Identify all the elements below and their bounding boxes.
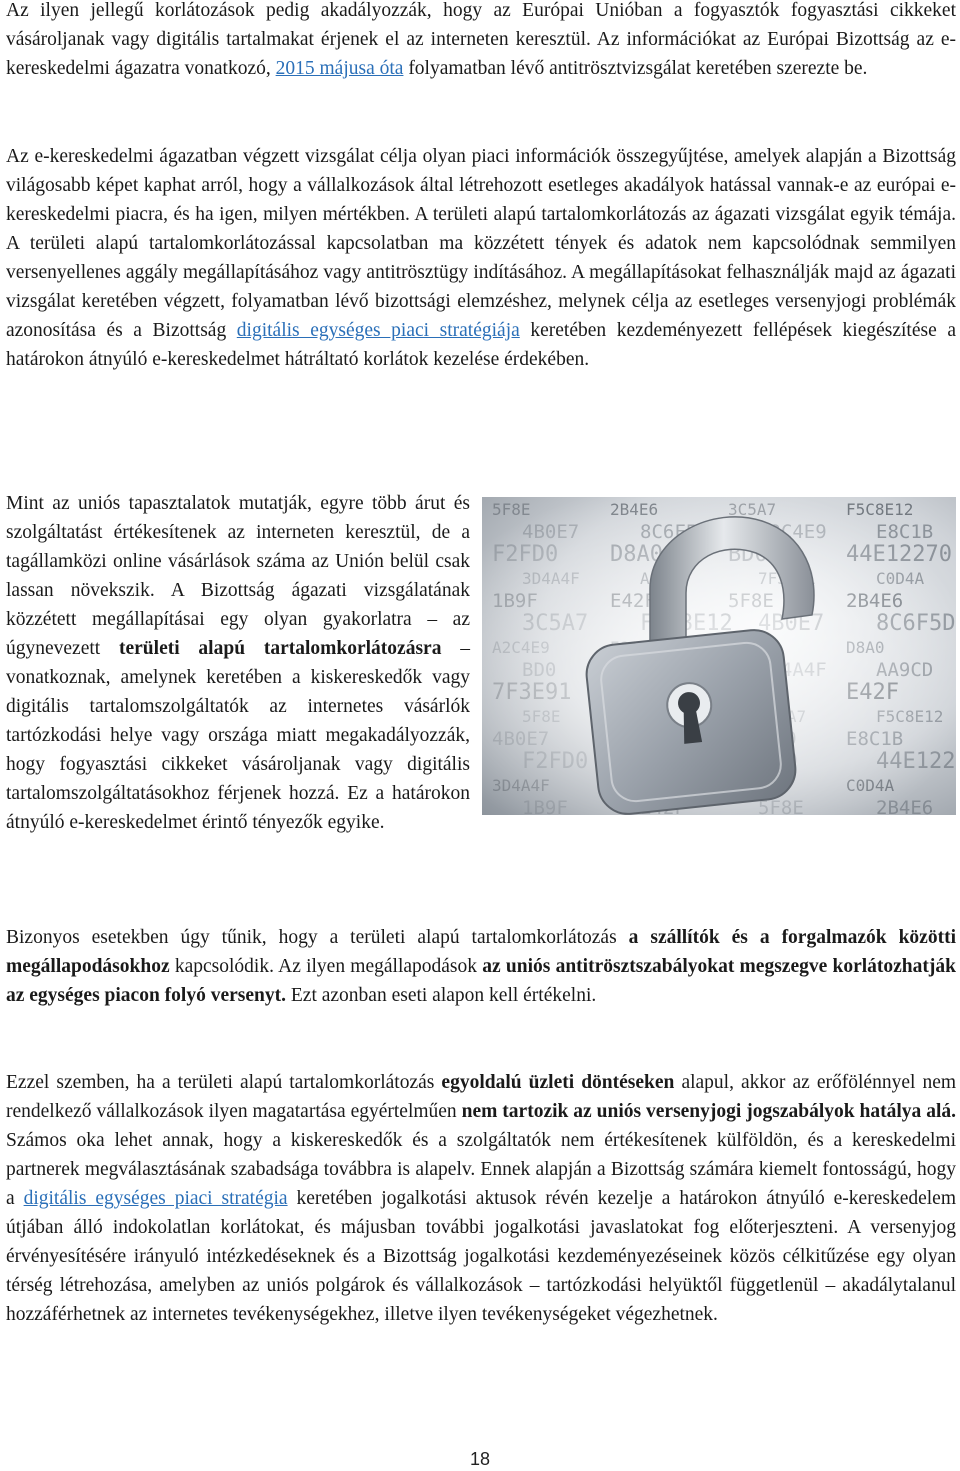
link-2015-majusa-ota[interactable]: 2015 májusa óta (275, 58, 404, 79)
paragraph-4-text-c: Ezt azonban eseti alapon kell értékelni. (286, 985, 597, 1006)
paragraph-5-bold-2: nem tartozik az uniós versenyjogi jogszabályok hatálya alá. (461, 1101, 957, 1122)
paragraph-3-bold: területi alapú tartalomkorlátozásra (119, 638, 442, 659)
paragraph-5-text-b: alapul, akkor az erőfölénnyel nem rendelkező vállalkozások ilyen magatartása egyértelműen (6, 1072, 957, 1122)
paragraph-4 (6, 923, 956, 1010)
page-number: 18 (469, 1449, 491, 1469)
paragraph-5-text-c: Számos oka lehet annak, hogy a kiskereskedők és a szolgáltatók nem értékesítenek külföldön, és a kereskedelmi partnerek megválasztásának szabadsága továbbra is alapelv. Ennek alapján a Bizottság számára kiemelt fontosságú, hogy a (6, 1130, 956, 1209)
paragraph-3-block (6, 489, 956, 837)
link-digitalis-egyseges-piaci-strategia[interactable]: digitális egységes piaci stratégia (23, 1188, 288, 1209)
paragraph-4-bold-1: a szállítók és a forgalmazók közötti megállapodásokhoz (6, 927, 956, 977)
paragraph-3-text-a: Mint az uniós tapasztalatok mutatják, egyre több árut és szolgáltatást értékesítenek az interneten keresztül, de a tagállamközi online vásárlások száma az Unión belül csak lassan növekszik. A Bizottság ágazati vizsgálatának közzétett megállapításai egy olyan gyakorlatra – az úgynevezett (6, 493, 470, 659)
paragraph-2-text-a: Az e-kereskedelmi ágazatban végzett vizsgálat célja olyan piaci információk összegyűjtése, amelyek alapján a Bizottság világosabb képet kaphat arról, hogy a vállalkozások által létrehozott esetleges akadályok hatással vannak-e az európai e-kereskedelmi piacra, és ha igen, milyen mértékben. A területi alapú tartalomkorlátozás az ágazati vizsgálat egyik témája. A területi alapú tartalomkorlátozással kapcsolatban ma közzétett tények és adatok nem kapcsolódnak semmilyen versenyellenes aggály megállapításához vagy antitrösztügy indításához. A megállapításokat felhasználják majd az ágazati vizsgálat keretében végzett, folyamatban lévő bizottsági elemzéshez, melynek célja az esetleges versenyjogi problémák azonosítása és a Bizottság (6, 146, 956, 341)
paragraph-5 (6, 1068, 956, 1329)
open-padlock-image (482, 497, 956, 815)
paragraph-3-text-b: – vonatkoznak, amelynek keretében a kiskereskedők vagy digitális tartalomszolgáltatók az internetes vásárlók tartózkodási helye vagy országa miatt megakadályozzák, hogy fogyasztási cikkeket vásároljanak vagy digitális tartalomszolgáltatásokhoz férjenek hozzá. Ez a határokon átnyúló e-kereskedelmet érintő tényezők egyike. (6, 638, 470, 833)
paragraph-4-bold-2: az uniós antitrösztszabályokat megszegve korlátozhatják az egységes piacon folyó versenyt. (6, 956, 956, 1006)
paragraph-5-bold-1: egyoldalú üzleti döntéseken (441, 1072, 675, 1093)
paragraph-2 (6, 142, 956, 374)
paragraph-5-text-d: keretében jogalkotási aktusok révén kezelje a határokon átnyúló e-kereskedelem útjában álló indokolatlan korlátokat, és májusban további jogalkotási javaslatokat fog előterjeszteni. A versenyjog érvényesítésére irányuló intézkedéseknek és a Bizottság jogalkotási kezdeményezéseinek közös célkitűzése egy olyan térség létrehozása, amelyben az uniós polgárok és vállalkozások – tartózkodási helyüktől függetlenül – akadálytalanul hozzáférhetnek az internetes tevékenységekhez, illetve ilyen tevékenységeket végezhetnek. (6, 1188, 956, 1325)
paragraph-4-text-b: kapcsolódik. Az ilyen megállapodások (169, 956, 483, 977)
open-padlock-illustration (482, 497, 956, 815)
paragraph-4-text-a: Bizonyos esetekben úgy tűnik, hogy a területi alapú tartalomkorlátozás (6, 927, 629, 948)
paragraph-1-text-a: Az ilyen jellegű korlátozások pedig akadályozzák, hogy az Európai Unióban a fogyasztók fogyasztási cikkeket vásároljanak vagy digitális tartalmakat érjenek el az interneten keresztül. Az információkat az Európai Bizottság az e-kereskedelmi ágazatra vonatkozó, (6, 0, 956, 79)
paragraph-1-text-b: folyamatban lévő antitrösztvizsgálat keretében szerezte be. (403, 58, 868, 79)
paragraph-2-text-b: keretében kezdeményezett fellépések kiegészítése a határokon átnyúló e-kereskedelmet hátráltató korlátok kezelése érdekében. (6, 320, 956, 370)
paragraph-1 (6, 0, 956, 83)
link-digitalis-egyseges-piaci-strategiaja[interactable]: digitális egységes piaci stratégiája (236, 320, 520, 341)
paragraph-5-text-a: Ezzel szemben, ha a területi alapú tartalomkorlátozás (6, 1072, 442, 1093)
